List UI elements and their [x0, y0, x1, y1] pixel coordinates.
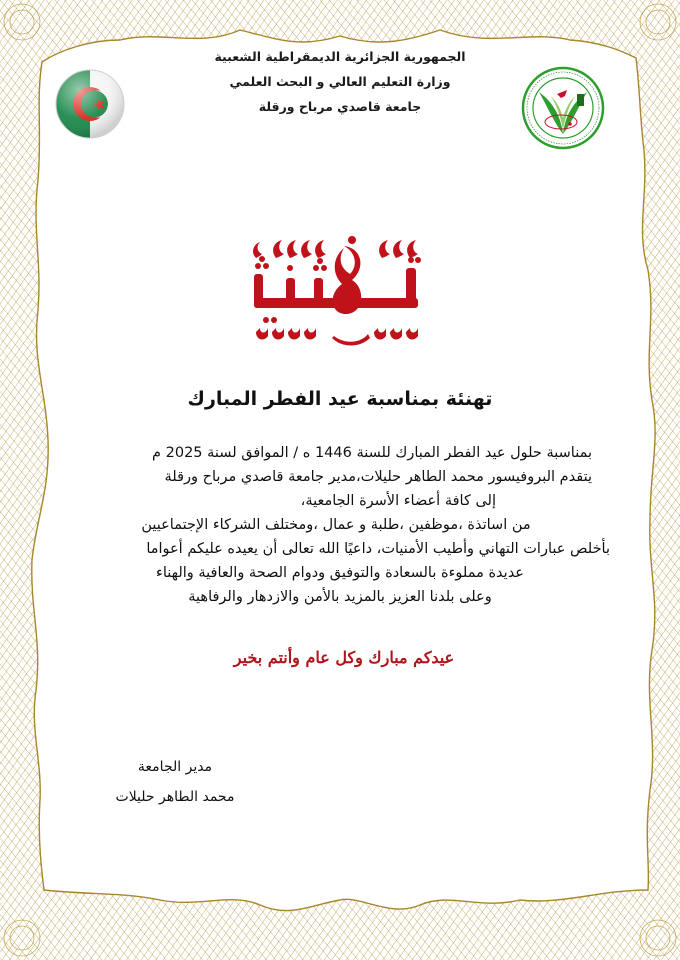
- body-line-7: وعلى بلدنا العزيز بالمزيد بالأمن والازدهار والرفاهية: [188, 589, 492, 605]
- kasdi-merbah-university-logo: [521, 66, 605, 150]
- algerian-flag-icon: [54, 68, 126, 140]
- body-line-4: من اساتذة ،موظفين ،طلبة و عمال ،ومختلف الشركاء الإجتماعيين: [141, 517, 531, 533]
- republic-name: الجمهورية الجزائرية الديمقراطية الشعبية: [214, 49, 466, 64]
- signature-block: [90, 752, 260, 812]
- eid-greeting-calligraphy: عيدكم مبارك وكل عام وأنتم بخير: [233, 648, 455, 667]
- signatory-name: محمد الطاهر حليلات: [115, 789, 235, 805]
- body-line-5: بأخلص عبارات التهاني وأطيب الأمنيات، داعيًا الله تعالى أن يعيده عليكم أعواما: [146, 541, 610, 557]
- body-line-1: بمناسبة حلول عيد الفطر المبارك للسنة 1446 ه / الموافق لسنة 2025 م: [152, 445, 592, 461]
- signatory-role: مدير الجامعة: [137, 759, 213, 775]
- tahnia-calligraphy-icon: [246, 228, 426, 354]
- body-line-6: عديدة مملوءة بالسعادة والتوفيق ودوام الصحة والعافية والهناء: [156, 565, 524, 581]
- university-name: جامعة قاصدي مرباح ورقلة: [258, 99, 422, 114]
- body-line-3: إلى كافة أعضاء الأسرة الجامعية،: [300, 493, 496, 509]
- body-line-2: يتقدم البروفيسور محمد الطاهر حليلات،مدير جامعة قاصدي مرباح ورقلة: [164, 469, 592, 485]
- institution-header: [180, 44, 500, 119]
- card-title: تهنئة بمناسبة عيد الفطر المبارك: [187, 388, 493, 410]
- ministry-name: وزارة التعليم العالي و البحث العلمي: [229, 74, 451, 89]
